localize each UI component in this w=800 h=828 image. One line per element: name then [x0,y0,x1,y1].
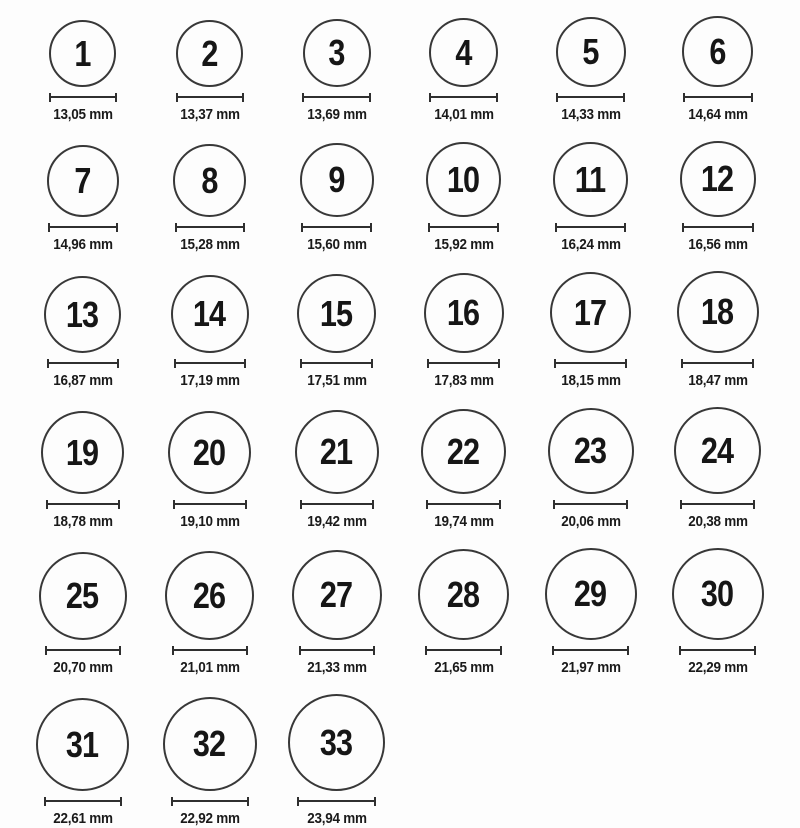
chart-row [19,548,781,677]
ring-circle [300,143,374,217]
ring-circle [36,698,129,791]
ring-circle [173,144,246,217]
diameter-measure-line [427,359,500,368]
diameter-label: 22,61 mm [52,810,113,827]
diameter-measure-line [49,93,117,102]
ring-circle [165,551,254,640]
ring-circle [163,697,257,791]
ring-circle [297,274,376,353]
diameter-measure-line [174,359,246,368]
chart-row [19,694,781,828]
diameter-measure-line [681,359,754,368]
ring-size-cell [19,698,146,828]
ring-circle [47,145,119,217]
ring-size-number: 17 [574,291,607,333]
diameter-label: 18,15 mm [560,372,621,389]
ring-size-number: 15 [320,292,353,334]
ring-size-number: 27 [320,574,353,615]
ring-size-number: 8 [201,159,218,201]
diameter-measure-line [428,223,499,232]
ring-circle [421,409,506,494]
ring-size-cell [654,271,781,390]
ring-circle [429,18,498,87]
diameter-measure-line [45,646,121,655]
ring-size-number: 22 [447,430,480,472]
diameter-label: 23,94 mm [306,810,367,827]
ring-size-number: 24 [701,429,734,471]
ring-size-number: 19 [66,431,99,473]
diameter-label: 20,06 mm [560,513,621,530]
chart-row [19,271,781,390]
ring-size-cell [273,410,400,531]
ring-size-cell [527,548,654,677]
diameter-measure-line [426,500,501,509]
ring-circle [418,549,509,640]
diameter-label: 15,28 mm [179,236,240,253]
ring-size-cell [273,550,400,677]
diameter-measure-line [175,223,245,232]
ring-size-number: 7 [74,160,91,201]
diameter-measure-line [301,223,372,232]
ring-circle [168,411,251,494]
ring-size-number: 10 [447,158,480,200]
ring-size-chart [19,0,781,828]
diameter-label: 19,10 mm [179,513,240,530]
diameter-measure-line [554,359,627,368]
diameter-measure-line [44,797,122,806]
ring-circle [44,276,121,353]
diameter-label: 18,78 mm [52,513,113,530]
diameter-label: 15,60 mm [306,236,367,253]
ring-size-cell [654,141,781,254]
diameter-label: 17,83 mm [433,372,494,389]
ring-circle [674,407,761,494]
diameter-measure-line [425,646,502,655]
ring-circle [39,552,127,640]
diameter-label: 16,24 mm [560,236,621,253]
ring-size-cell [400,409,527,531]
ring-circle [680,141,756,217]
diameter-measure-line [429,93,498,102]
diameter-measure-line [48,223,118,232]
diameter-label: 19,74 mm [433,513,494,530]
ring-size-number: 29 [574,573,607,614]
ring-size-number: 3 [328,32,345,73]
diameter-measure-line [300,359,373,368]
ring-size-cell [527,408,654,531]
ring-size-number: 32 [193,723,226,764]
diameter-measure-line [680,500,755,509]
ring-size-cell [273,19,400,124]
diameter-measure-line [552,646,629,655]
ring-size-cell [400,549,527,677]
diameter-label: 20,38 mm [687,513,748,530]
diameter-label: 22,92 mm [179,810,240,827]
ring-size-number: 6 [709,30,726,72]
diameter-measure-line [171,797,249,806]
ring-size-cell [146,411,273,531]
ring-size-number: 13 [66,293,99,335]
ring-circle [682,16,753,87]
ring-size-number: 21 [320,431,353,472]
diameter-label: 22,29 mm [687,659,748,676]
ring-size-number: 18 [701,291,734,332]
diameter-label: 21,97 mm [560,659,621,676]
diameter-measure-line [555,223,626,232]
diameter-label: 16,87 mm [52,372,113,389]
ring-size-cell [527,17,654,124]
ring-size-cell [654,16,781,124]
diameter-label: 13,05 mm [52,106,113,123]
diameter-label: 18,47 mm [687,372,748,389]
ring-size-cell [527,272,654,390]
diameter-measure-line [302,93,371,102]
ring-size-cell [146,144,273,254]
ring-circle [49,20,116,87]
diameter-label: 21,01 mm [179,659,240,676]
ring-size-number: 12 [701,158,734,199]
ring-circle [553,142,628,217]
ring-circle [677,271,759,353]
ring-circle [303,19,371,87]
ring-size-cell [19,552,146,677]
ring-circle [672,548,764,640]
ring-size-number: 16 [447,292,480,333]
ring-size-cell [273,143,400,254]
ring-circle [548,408,634,494]
diameter-measure-line [683,93,753,102]
diameter-label: 14,33 mm [560,106,621,123]
ring-size-cell [146,20,273,124]
ring-size-cell [146,551,273,677]
ring-size-cell [19,145,146,254]
diameter-label: 17,19 mm [179,372,240,389]
ring-size-cell [527,142,654,254]
diameter-measure-line [553,500,628,509]
diameter-measure-line [297,797,376,806]
ring-size-cell [19,20,146,124]
ring-size-cell [400,142,527,254]
diameter-measure-line [556,93,625,102]
ring-size-cell [146,275,273,390]
ring-circle [426,142,501,217]
ring-size-cell [273,694,400,828]
ring-size-number: 9 [328,159,345,200]
diameter-measure-line [300,500,374,509]
ring-size-cell [654,548,781,677]
ring-size-cell [273,274,400,390]
ring-size-number: 11 [575,158,606,200]
ring-size-number: 28 [447,573,480,615]
ring-size-cell [654,407,781,531]
ring-size-cell [19,411,146,531]
chart-row [19,16,781,124]
ring-size-number: 23 [574,430,607,471]
ring-size-cell [146,697,273,828]
diameter-label: 21,65 mm [433,659,494,676]
ring-size-number: 4 [455,31,472,73]
diameter-measure-line [173,500,247,509]
chart-row [19,407,781,531]
diameter-label: 14,96 mm [52,236,113,253]
ring-size-number: 14 [193,293,226,334]
diameter-label: 17,51 mm [306,372,367,389]
diameter-measure-line [679,646,756,655]
ring-circle [176,20,243,87]
ring-size-number: 30 [701,573,734,614]
ring-circle [424,273,504,353]
ring-circle [288,694,385,791]
ring-size-cell [400,273,527,390]
ring-circle [292,550,382,640]
ring-size-number: 5 [582,31,599,72]
ring-size-number: 20 [193,431,226,473]
diameter-label: 13,69 mm [306,106,367,123]
ring-circle [295,410,379,494]
diameter-measure-line [682,223,754,232]
ring-size-number: 31 [66,723,99,765]
ring-size-cell [19,276,146,390]
ring-circle [545,548,637,640]
diameter-label: 21,33 mm [306,659,367,676]
diameter-label: 13,37 mm [179,106,240,123]
ring-size-number: 2 [201,32,218,74]
diameter-measure-line [172,646,248,655]
diameter-label: 14,01 mm [433,106,494,123]
diameter-measure-line [47,359,119,368]
ring-circle [550,272,631,353]
ring-circle [556,17,626,87]
ring-size-number: 1 [74,32,91,74]
diameter-label: 20,70 mm [52,659,113,676]
diameter-measure-line [176,93,244,102]
diameter-measure-line [299,646,375,655]
diameter-measure-line [46,500,120,509]
ring-circle [41,411,124,494]
diameter-label: 19,42 mm [306,513,367,530]
ring-circle [171,275,249,353]
diameter-label: 15,92 mm [433,236,494,253]
ring-size-number: 25 [66,575,99,616]
ring-size-cell [400,18,527,124]
ring-size-number: 26 [193,574,226,616]
diameter-label: 16,56 mm [687,236,748,253]
chart-row [19,141,781,254]
diameter-label: 14,64 mm [687,106,748,123]
ring-size-number: 33 [320,721,353,763]
